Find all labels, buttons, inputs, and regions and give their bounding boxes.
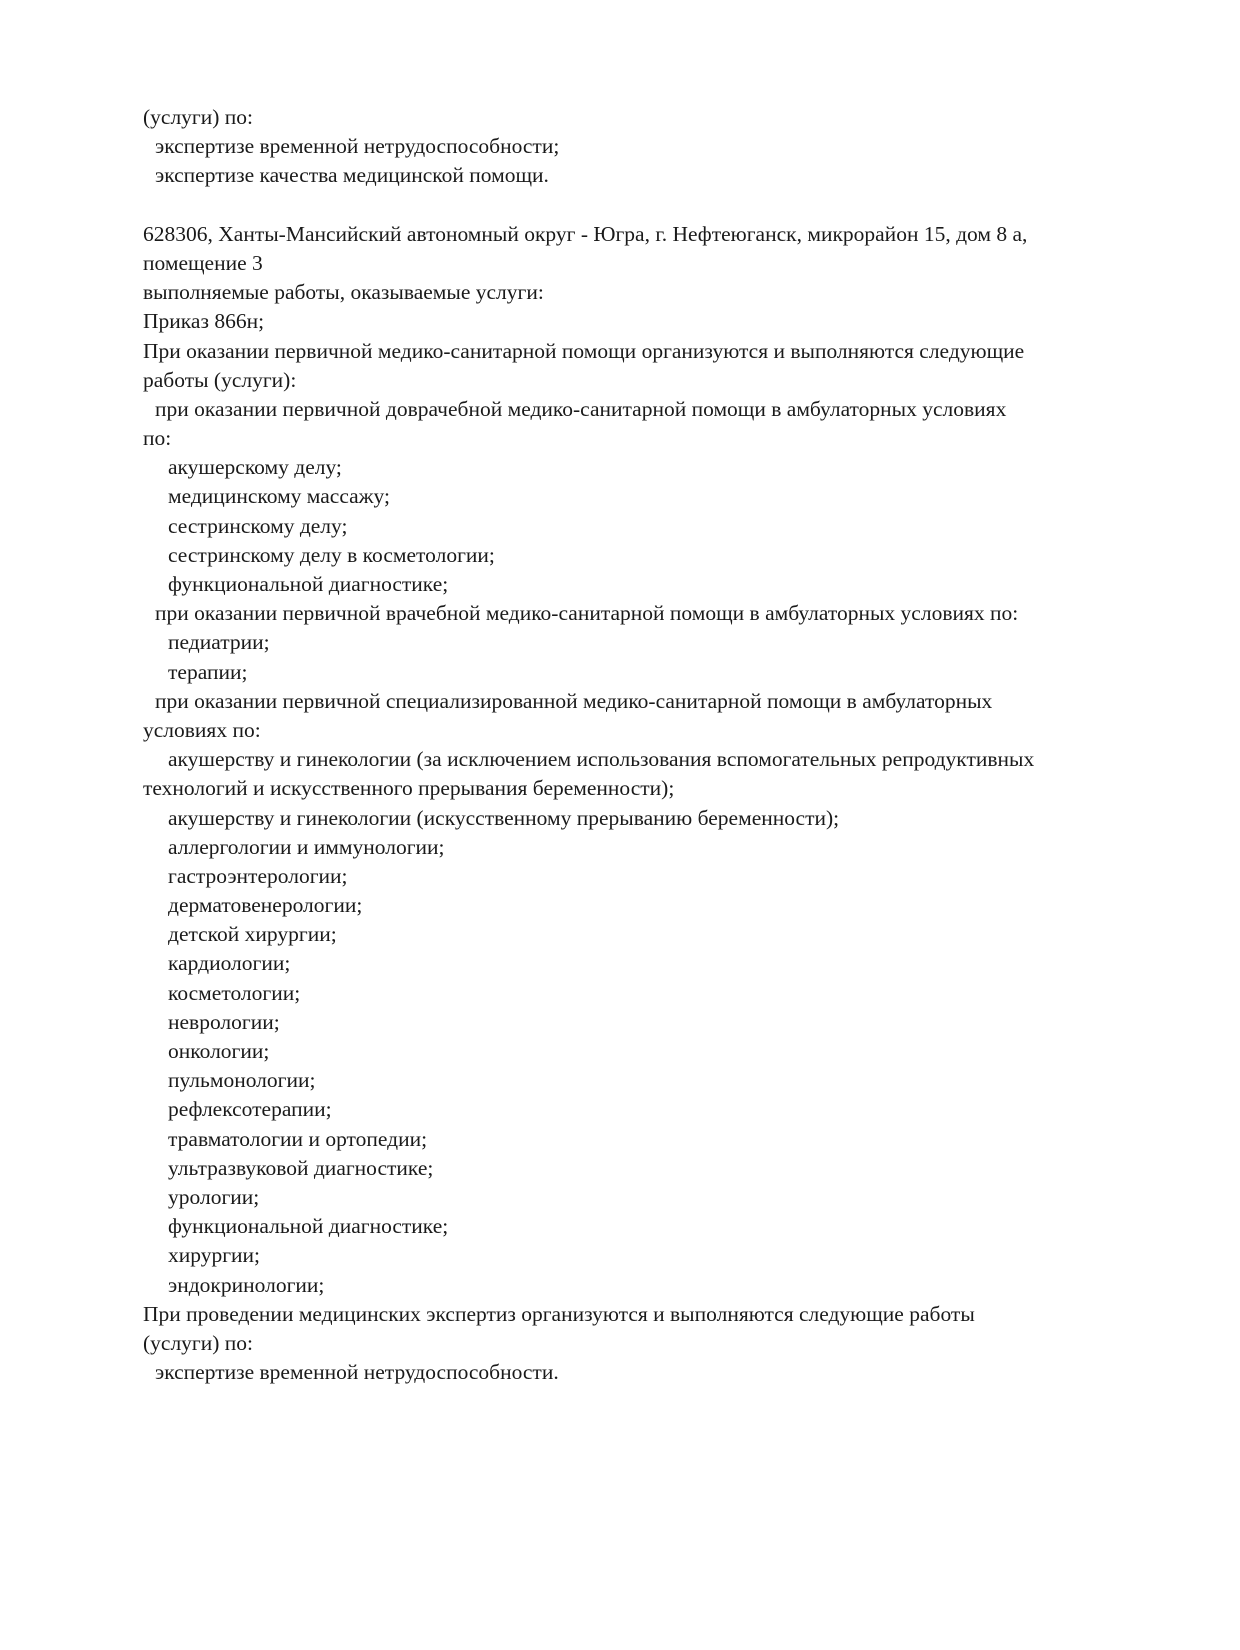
text-line: медицинскому массажу; <box>168 484 390 509</box>
text-line: эндокринологии; <box>168 1272 325 1297</box>
text-line: 628306, Ханты-Мансийский автономный округ - Югра, г. Нефтеюганск, микрорайон 15, дом 8 а, <box>143 221 1028 246</box>
text-line: терапии; <box>168 659 248 684</box>
text-line: технологий и искусственного прерывания беременности); <box>143 776 675 801</box>
text-line: функциональной диагностике; <box>168 572 449 596</box>
text-line: выполняемые работы, оказываемые услуги: <box>143 280 544 305</box>
text-line: неврологии; <box>168 1009 280 1034</box>
text-line: кардиологии; <box>168 951 291 976</box>
text-line: аллергологии и иммунологии; <box>168 834 445 859</box>
text-line: гастроэнтерологии; <box>168 863 348 888</box>
text-line: (услуги) по: <box>143 105 254 129</box>
text-line: хирургии; <box>168 1243 261 1268</box>
text-line: экспертизе качества медицинской помощи. <box>155 163 549 188</box>
text-line: Приказ 866н; <box>143 309 265 334</box>
text-line: акушерству и гинекологии (искусственному прерыванию беременности); <box>168 805 840 830</box>
document-text <box>143 103 1153 1387</box>
text-line: урологии; <box>168 1184 260 1209</box>
text-line: пульмонологии; <box>168 1068 316 1093</box>
text-line: сестринскому делу в косметологии; <box>168 542 495 567</box>
text-line: условиях по: <box>143 717 261 742</box>
text-line: рефлексотерапии; <box>168 1097 332 1122</box>
text-line: функциональной диагностике; <box>168 1214 449 1239</box>
text-line: косметологии; <box>168 980 301 1005</box>
text-line: детской хирургии; <box>168 922 337 947</box>
text-line: При оказании первичной медико-санитарной помощи организуются и выполняются следующие <box>143 338 1025 363</box>
text-line: акушерству и гинекологии (за исключением использования вспомогательных репродуктивных <box>168 747 1035 772</box>
text-line: при оказании первичной врачебной медико-санитарной помощи в амбулаторных условиях по: <box>155 601 1019 626</box>
text-line: работы (услуги): <box>143 367 297 392</box>
text-line: ультразвуковой диагностике; <box>168 1155 434 1180</box>
text-line: по: <box>143 426 172 451</box>
text-line: экспертизе временной нетрудоспособности; <box>155 134 560 159</box>
blank-line <box>143 191 1153 220</box>
text-line: при оказании первичной специализированной медико-санитарной помощи в амбулаторных <box>155 688 993 713</box>
text-line: помещение 3 <box>143 250 263 275</box>
text-line: экспертизе временной нетрудоспособности. <box>155 1360 559 1385</box>
text-line: (услуги) по: <box>143 1330 254 1355</box>
text-line: дерматовенерологии; <box>168 893 363 918</box>
text-line: онкологии; <box>168 1039 270 1063</box>
text-line: травматологии и ортопедии; <box>168 1126 428 1151</box>
text-line: педиатрии; <box>168 630 270 655</box>
text-line: при оказании первичной доврачебной медико-санитарной помощи в амбулаторных условиях <box>155 396 1007 421</box>
text-line: При проведении медицинских экспертиз организуются и выполняются следующие работы <box>143 1301 975 1326</box>
text-line: акушерскому делу; <box>168 455 342 480</box>
text-line: сестринскому делу; <box>168 513 348 538</box>
